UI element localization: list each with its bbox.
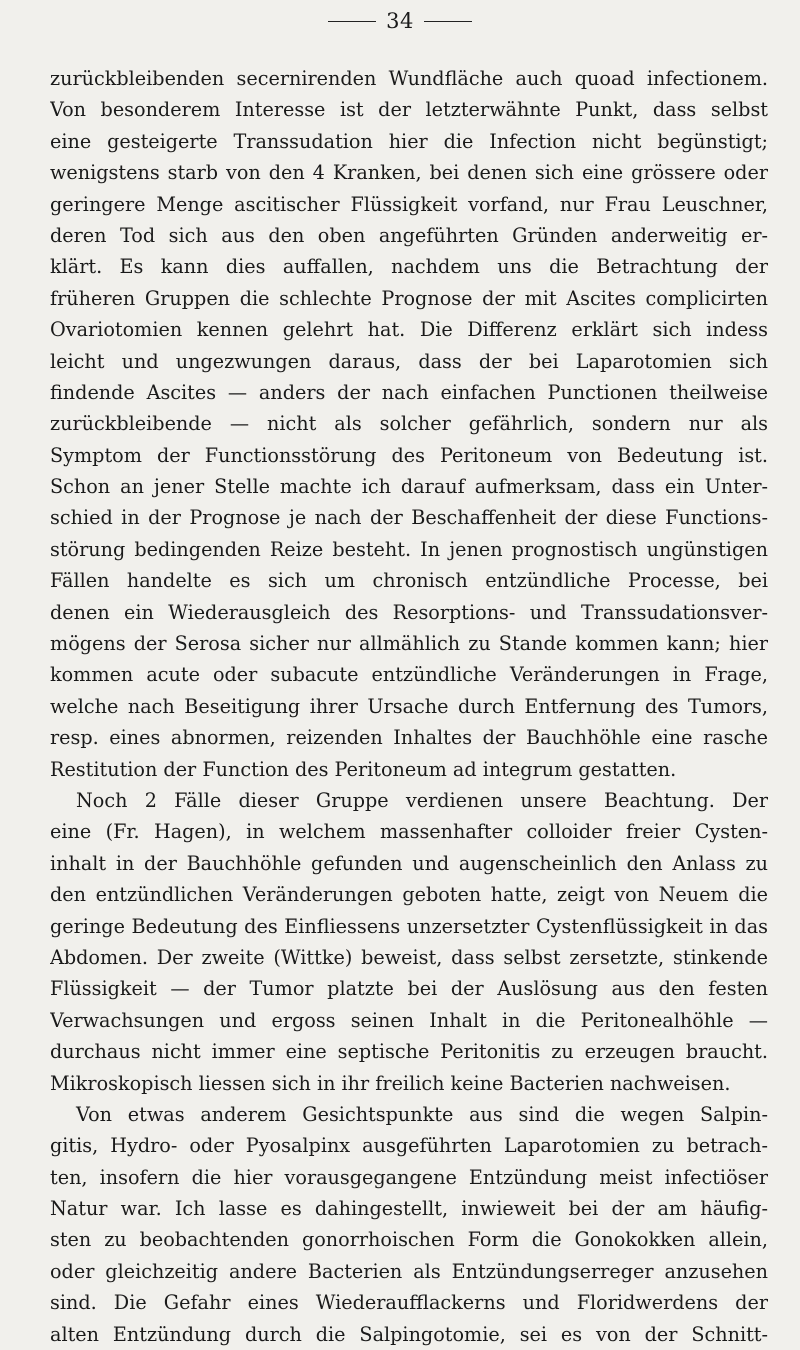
text-line: wenigstens starb von den 4 Kranken, bei denen sich eine grössere oder [50,161,768,185]
text-line: leicht und ungezwungen daraus, dass der bei Laparotomien sich [50,349,768,373]
text-line: sind. Die Gefahr eines Wiederaufflackerns und Floridwerdens der [50,1291,768,1315]
text-line: Von besonderem Interesse ist der letzterwähnte Punkt, dass selbst [50,98,768,122]
text-line: oder gleichzeitig andere Bacterien als Entzündungserreger anzusehen [50,1259,768,1283]
text-line: sten zu beobachtenden gonorrhoischen Form die Gonokokken allein, [50,1228,768,1252]
text-line: ten, insofern die hier vorausgegangene Entzündung meist infectiöser [50,1165,768,1189]
header-rule-right [424,21,472,22]
text-line: gitis, Hydro- oder Pyosalpinx ausgeführten Laparotomien zu betrach- [50,1134,768,1158]
text-line: zurückbleibenden secernirenden Wundfläche auch quoad infectionem. [50,67,768,90]
text-line: eine gesteigerte Transsudation hier die Infection nicht begünstigt; [50,129,768,153]
text-line: Ovariotomien kennen gelehrt hat. Die Differenz erklärt sich indess [50,318,768,342]
text-line: eine (Fr. Hagen), in welchem massenhafter colloider freier Cysten- [50,820,768,844]
text-line: Symptom der Functionsstörung des Peritoneum von Bedeutung ist. [50,443,768,467]
text-line: mögens der Serosa sicher nur allmählich zu Stande kommen kann; hier [50,632,768,656]
text-line: resp. eines abnormen, reizenden Inhaltes der Bauchhöhle eine rasche [50,726,768,750]
header-rule-left [328,21,376,22]
text-line: alten Entzündung durch die Salpingotomie, sei es von der Schnitt- [50,1322,768,1346]
text-line: den entzündlichen Veränderungen geboten hatte, zeigt von Neuem die [50,883,768,907]
text-line: früheren Gruppen die schlechte Prognose der mit Ascites complicirten [50,286,768,310]
text-line: findende Ascites — anders der nach einfachen Punctionen theilweise [50,380,768,404]
text-line: Flüssigkeit — der Tumor platzte bei der Auslösung aus den festen [50,977,768,1001]
page-number: 34 [386,9,414,33]
text-line: geringe Bedeutung des Einfliessens unzersetzter Cystenflüssigkeit in das [50,914,768,938]
text-line: Mikroskopisch liessen sich in ihr freilich keine Bacterien nachweisen. [50,1071,731,1095]
text-line: Abdomen. Der zweite (Wittke) beweist, dass selbst zersetzte, stinkende [50,945,768,969]
text-line: Restitution der Function des Peritoneum ad integrum gestatten. [50,757,677,781]
text-line: klärt. Es kann dies auffallen, nachdem uns die Betrachtung der [50,255,768,279]
page-header [0,6,800,36]
text-line: störung bedingenden Reize besteht. In jenen prognostisch ungünstigen [50,537,768,561]
text-line: welche nach Beseitigung ihrer Ursache durch Entfernung des Tumors, [50,694,768,718]
text-line: Schon an jener Stelle machte ich darauf aufmerksam, dass ein Unter- [50,475,768,499]
text-line: Von etwas anderem Gesichtspunkte aus sind die wegen Salpin- [76,1102,768,1126]
text-line: deren Tod sich aus den oben angeführten Gründen anderweitig er- [50,223,768,247]
text-line: geringere Menge ascitischer Flüssigkeit vorfand, nur Frau Leuschner, [50,192,768,216]
text-line: schied in der Prognose je nach der Beschaffenheit der diese Functions- [50,506,768,530]
text-line: Natur war. Ich lasse es dahingestellt, inwieweit bei der am häufig- [50,1197,768,1221]
text-line: denen ein Wiederausgleich des Resorptions- und Transsudationsver- [50,600,768,624]
body-text [50,63,768,1350]
text-line: zurückbleibende — nicht als solcher gefährlich, sondern nur als [50,412,768,436]
text-line: kommen acute oder subacute entzündliche Veränderungen in Frage, [50,663,768,687]
text-line: Fällen handelte es sich um chronisch entzündliche Processe, bei [50,569,768,593]
text-line: inhalt in der Bauchhöhle gefunden und augenscheinlich den Anlass zu [50,851,768,875]
text-line: Verwachsungen und ergoss seinen Inhalt in die Peritonealhöhle — [50,1008,768,1032]
text-line: durchaus nicht immer eine septische Peritonitis zu erzeugen braucht. [50,1040,768,1064]
text-line: Noch 2 Fälle dieser Gruppe verdienen unsere Beachtung. Der [76,788,768,812]
